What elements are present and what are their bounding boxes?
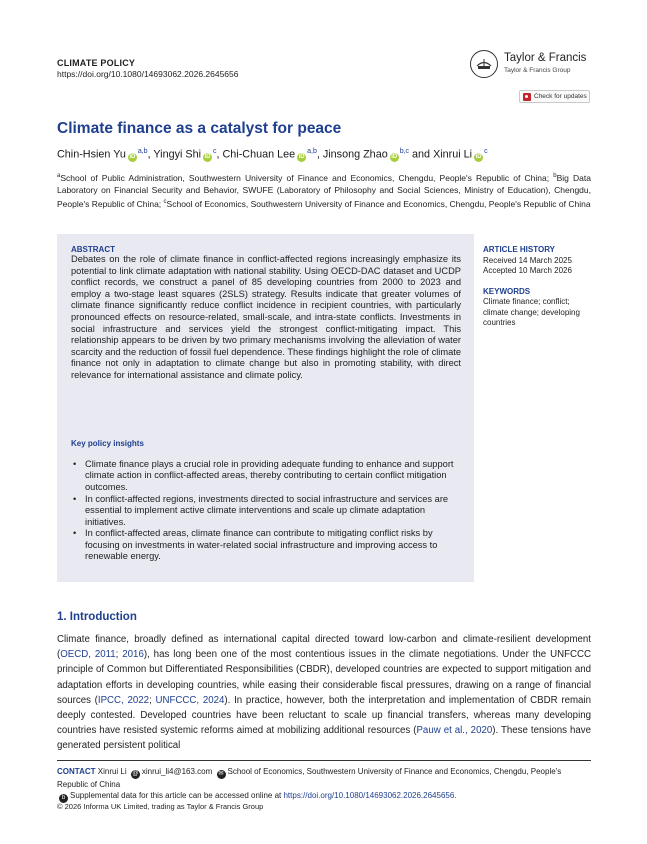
contact-label: CONTACT — [57, 767, 96, 776]
text-run: ; — [149, 694, 156, 706]
affiliations: $^a$School of Public Administration, Southwestern University of Finance and Economics, Chengdu, People's Republic of China; $^b$Big Data Laboratory on Financial Security and Behavior, SWUFE (Laboratory of Philosophy and Social Sciences, Ministry of Education), Chengdu, People's Republic of China; $^c$School of Economics, Southwestern University of Finance and Economics, Chengdu, People's Republic of China — [57, 172, 591, 209]
contact-name: Xinrui Li — [97, 767, 127, 776]
affiliation-c: School of Economics, Southwestern University of Finance and Economics, Chengdu, People's Republic of China — [166, 198, 591, 209]
copyright-notice: © 2026 Informa UK Limited, trading as Taylor & Francis Group — [57, 802, 264, 811]
check-updates-icon — [523, 93, 531, 101]
footer-divider — [57, 760, 591, 761]
author-name[interactable]: Yingyi Shi — [153, 148, 201, 161]
email-icon: @ — [132, 771, 139, 777]
article-history-heading: ARTICLE HISTORY — [483, 245, 556, 254]
text-run: ). These tensions have generated persistent political — [57, 725, 591, 752]
article-title: Climate finance as a catalyst for peace — [57, 120, 342, 137]
author-list: Chin-Hsien Yu iD$^{a,b}$, Yingyi Shi $iD^c$, Chi-Chuan Lee iD$^{a,b}$, Jinsong Zhao iD$^{b,c}$ and Xinrui Li $iD^c$ — [57, 148, 488, 161]
citation-link[interactable]: 2016 — [122, 649, 144, 661]
key-policy-item: • In conflict-affected areas, climate finance can contribute to mitigating conflict risks by focusing on investments in water-related social infrastructure and improving access to renewable energy. — [71, 528, 463, 562]
orcid-icon[interactable]: iD — [475, 153, 482, 160]
accepted-date: Accepted 10 March 2026 — [483, 266, 572, 275]
supplemental-link[interactable]: https://doi.org/10.1080/14693062.2026.2645656. — [283, 791, 457, 800]
affiliation-a: School of Public Administration, Southwestern University of Finance and Economics, Chengdu, People's Republic of China; — [60, 172, 550, 183]
author-name[interactable]: Jinsong Zhao — [322, 148, 388, 161]
publisher-logo[interactable] — [470, 50, 595, 82]
citation-link[interactable]: Pauw et al., 2020 — [416, 725, 493, 737]
contact-email[interactable]: xinrui_li4@163.com — [141, 767, 213, 776]
key-policy-list — [71, 459, 463, 563]
footer-contact — [57, 766, 591, 803]
orcid-icon[interactable]: iD — [204, 153, 211, 160]
citation-link[interactable]: UNFCCC, 2024 — [155, 694, 225, 706]
author-affiliation-marker: b,c — [399, 148, 410, 155]
supplemental-text: Supplemental data for this article can be accessed online at — [70, 791, 282, 800]
author-affiliation-marker: c — [213, 148, 217, 155]
keywords-heading: KEYWORDS — [483, 287, 531, 296]
author-affiliation-marker: c — [484, 148, 488, 155]
orcid-icon[interactable]: iD — [391, 153, 398, 160]
text-run: ; — [115, 649, 123, 661]
author-affiliation-marker: a,b — [307, 148, 317, 155]
abstract-heading: ABSTRACT — [71, 245, 115, 254]
citation-link[interactable]: OECD, 2011 — [60, 649, 116, 661]
address-icon: ✉ — [218, 771, 224, 777]
author-conjunction: and — [412, 148, 431, 161]
key-policy-heading: Key policy insights — [71, 439, 144, 448]
check-updates-button[interactable] — [519, 90, 590, 103]
author-name[interactable]: Chi-Chuan Lee — [222, 148, 296, 161]
journal-name: CLIMATE POLICY — [57, 58, 136, 68]
text-run: Climate finance, broadly defined as international capital directed toward low-carbon and climate-resilient development ( — [57, 634, 591, 661]
supplemental-icon: b — [59, 794, 68, 803]
taylor-francis-logo-icon — [470, 50, 498, 78]
orcid-icon[interactable]: iD — [129, 153, 136, 160]
key-policy-item: • In conflict-affected regions, investments directed to social infrastructure and services are essential to implement active climate interventions and scale up climate adaptation initiatives. — [71, 494, 463, 528]
text-run: ), has long been one of the most contentious issues in the climate negotiations. Under the UNFCCC principle of Common but Differentiated Responsibilities (CBDR), developed countries are expected to support mitigation and adaptation efforts in developing countries, while easing their considerable fiscal pressures, drawing on a range of financial sources ( — [57, 649, 591, 706]
introduction-paragraph — [57, 632, 591, 754]
keywords-text: Climate finance; conflict; climate change; developing countries — [483, 297, 580, 327]
check-updates-label: Check for updates — [534, 93, 587, 100]
author-name[interactable]: Chin-Hsien Yu — [57, 148, 126, 161]
orcid-icon[interactable]: iD — [298, 153, 305, 160]
citation-link[interactable]: IPCC, 2022 — [97, 694, 150, 706]
received-date: Received 14 March 2025 — [483, 256, 572, 265]
publisher-group: Taylor & Francis Group — [504, 67, 571, 74]
contact-address: School of Economics, Southwestern University of Finance and Economics, Chengdu, People's Republic of China — [57, 767, 562, 789]
article-doi-link[interactable]: https://doi.org/10.1080/14693062.2026.2645656 — [57, 69, 239, 79]
affiliation-b: Big Data Laboratory on Financial Security and Behavior, SWUFE (Laboratory of Philosophy and Social Sciences, Ministry of Education), Chengdu, People's Republic of China; — [57, 172, 591, 209]
author-name[interactable]: Xinrui Li — [433, 148, 473, 161]
section-heading-introduction: 1. Introduction — [57, 611, 137, 623]
text-run: ). In practice, however, both the interpretation and implementation of CBDR remain deeply contested. Developed countries have been reluctant to scale up financial transfers, whereas many developing countries have resisted systemic reforms aimed at mobilizing additional resources ( — [57, 694, 591, 737]
publisher-name: Taylor & Francis — [504, 52, 587, 64]
author-affiliation-marker: a,b — [137, 148, 148, 155]
abstract-text: Debates on the role of climate finance in conflict-affected regions increasingly emphasize its potential to link climate adaptation with national stability. Using OECD-DAC dataset and UCDP conflict records, we construct a panel of 85 developing countries from 2000 to 2023 and employ a two-stage least squares (2SLS) strategy. Results indicate that greater volumes of climate finance significantly reduce conflict incidence in recipient countries, with particularly pronounced effects on resource-related, small-scale, and intra-state conflicts. Investments in social infrastructure and services yield the strongest conflict-mitigating impact. This relationship appears to be driven by two primary mechanisms involving the alleviation of water scarcity and the reduction of fossil fuel dependence. These findings highlight the role of climate finance not only in adaptation to climate change but also in promoting stability, with direct relevance for international assistance and climate policy. — [71, 254, 462, 380]
key-policy-item: • Climate finance plays a crucial role in providing adequate funding to enhance and support climate action in conflict-affected areas, thereby contributing to certain conflict mitigation outcomes. — [71, 459, 463, 493]
